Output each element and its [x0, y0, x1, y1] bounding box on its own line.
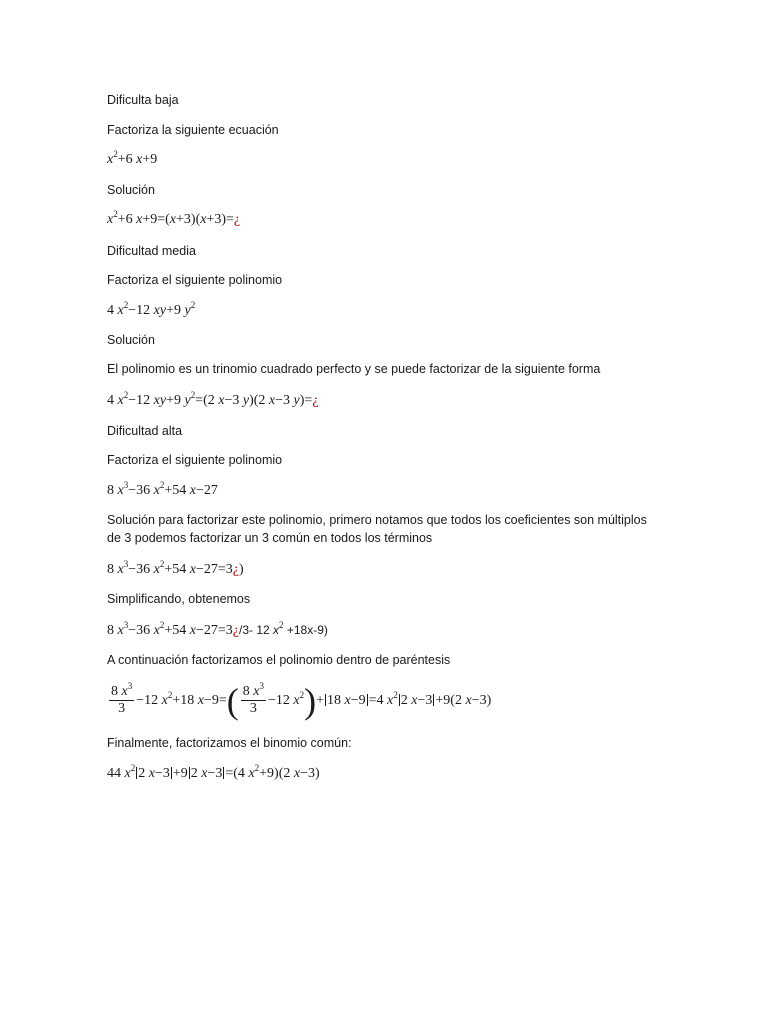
equation-hard: 8 $x^3-36$ $x^2+54$ x−27 — [107, 480, 218, 498]
equation-common-factor: 8 $x^3-36$ $x^2+54$ x−27=3¿) — [107, 559, 244, 577]
equation-medium: 4 $x^2-12$ xy+9 $y^2$ — [107, 300, 196, 318]
fraction: $\frac{8 x^3}{3}$ — [242, 681, 264, 717]
medium-solution-label: Solución — [107, 333, 155, 347]
inverted-question-mark: ¿ — [233, 212, 241, 227]
equation-easy-solution: $x^2+6$ x+9=(x+3)(x+3)=¿ — [107, 209, 241, 227]
easy-prompt: Factoriza la siguiente ecuación — [107, 123, 279, 137]
fraction: $\frac{8 x^3}{3}$ — [111, 681, 133, 717]
hard-prompt: Factoriza el siguiente polinomio — [107, 453, 283, 467]
hard-heading: Dificultad alta — [107, 424, 183, 438]
inverted-question-mark: ¿ — [232, 623, 239, 638]
hard-solution-line2: de 3 podemos factorizar un 3 común en todos los términos — [107, 531, 433, 545]
partial-tail: /3- 12 — [238, 623, 270, 637]
easy-solution-label: Solución — [107, 183, 155, 197]
equation-medium-solution: 4 $x^2-12$ xy+9 $y^2=(2$ x−3 y)(2 x−3 y)=¿ — [107, 390, 319, 408]
equation-final: 44 $x^2$ 2 x−3 +9 2 x−3 =(4 $x^2+9)(2$ x−3) — [107, 763, 320, 781]
hard-solution-line1: Solución para factorizar este polinomio, primero notamos que todos los coeficientes son múltiplos — [107, 513, 647, 527]
medium-explanation: El polinomio es un trinomio cuadrado perfecto y se puede factorizar de la siguiente forma — [107, 362, 601, 376]
inverted-question-mark: ¿ — [232, 562, 239, 577]
inverted-question-mark: ¿ — [312, 393, 319, 408]
simplify-label: Simplificando, obtenemos — [107, 592, 251, 606]
final-label: Finalmente, factorizamos el binomio común: — [107, 736, 352, 750]
medium-prompt: Factoriza el siguiente polinomio — [107, 273, 283, 287]
equation-simplified: 8 $x^3-36$ $x^2+54$ x−27=3¿/3- 12 $x^2 +18x-9$) — [107, 620, 328, 638]
partial-tail-2: +18x-9) — [286, 623, 328, 637]
continue-label: A continuación factorizamos el polinomio dentro de paréntesis — [107, 653, 451, 667]
easy-heading: Dificulta baja — [107, 93, 179, 107]
medium-heading: Dificultad media — [107, 244, 196, 258]
equation-easy: $x^2+6$ x+9 — [107, 149, 158, 167]
equation-grouping: $\frac{8 x^3}{3}$ −12 $x^2+18$ x−9=( $\frac{8 x^3}{3}$ −12 $x^2)+ 18$ x−9 =4 $x^2$ 2 x−3 +9(2 x−3) — [111, 680, 492, 721]
